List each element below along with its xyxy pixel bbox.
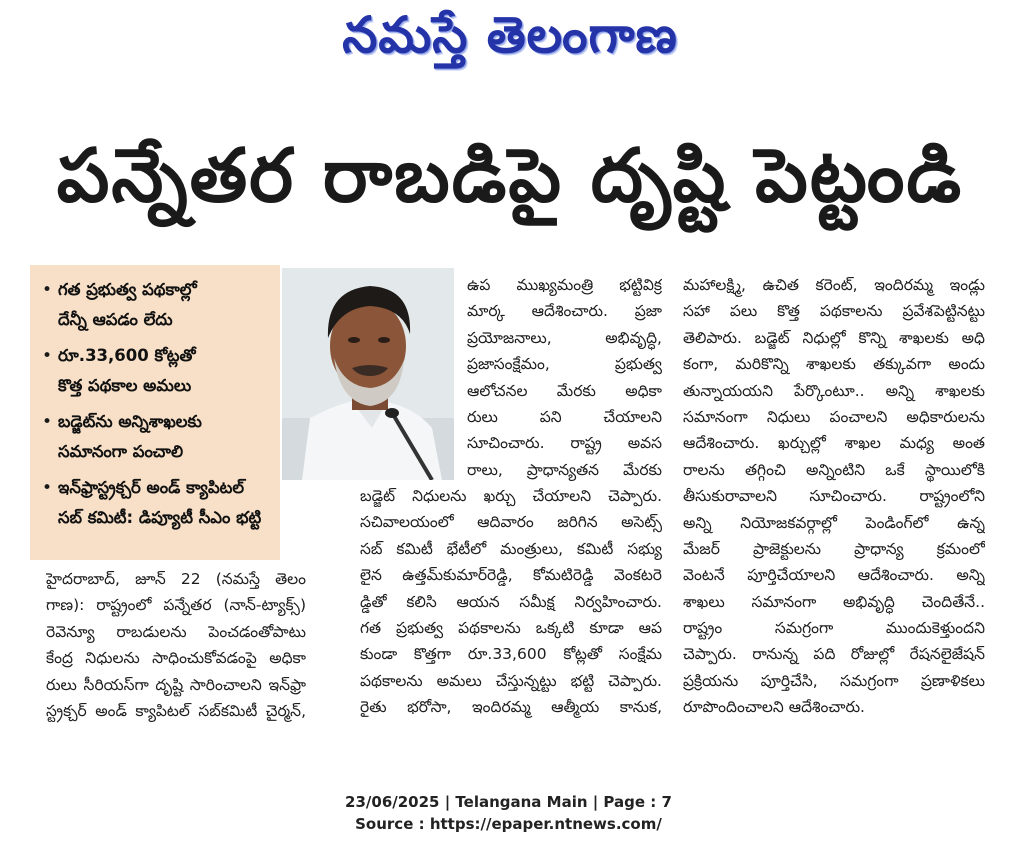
highlight-item [42, 275, 274, 335]
text-line: మార్క ఆదేశించారు. ప్రజా [467, 302, 662, 321]
text-line: రాలను తగ్గించి అన్నింటిని ఒకే స్థాయిలోకి [683, 460, 985, 479]
text-line: ఆదేశించారు. ఖర్చుల్లో శాఖల మధ్య అంత [683, 434, 985, 453]
masthead-title: నమస్తే తెలంగాణ [342, 5, 678, 64]
highlight-line: గత ప్రభుత్వ పథకాల్లో [58, 280, 197, 299]
masthead [300, 5, 720, 74]
bullet-dot-icon: • [42, 412, 53, 432]
text-line: వెంటనే పూర్తిచేయాలని ఆదేశించారు. అన్ని [683, 566, 985, 585]
highlight-line: రూ.33,600 కోట్లతో [58, 346, 196, 365]
text-line: లైన ఉత్తమ్‌కుమార్‌రెడ్డి, కోమటిరెడ్డి వెంకటరె [360, 566, 662, 585]
text-line: ఆలోచనల మేరకు అధికా [467, 381, 662, 400]
column-3 [683, 272, 985, 721]
text-line: స్ట్రక్చర్ అండ్ క్యాపిటల్ సబ్‌కమిటీ చైర్మన్, [46, 701, 306, 720]
highlight-line: దేన్నీ ఆపడం లేదు [58, 310, 173, 329]
text-line: ప్రజాసంక్షేమం, ప్రభుత్వ [467, 355, 662, 374]
bullet-dot-icon: • [42, 280, 53, 300]
text-line: తీసుకురావాలని సూచించారు. రాష్ట్రంలోని [683, 487, 985, 506]
text-line: పథకాలను అమలు చేస్తున్నట్టు భట్టి చెప్పారు. [360, 671, 662, 690]
column-2-top [467, 272, 662, 483]
column-1 [46, 566, 306, 724]
text-line: రాష్ట్రం సమగ్రంగా ముందుకెళ్తుందని [683, 619, 985, 638]
bullet-dot-icon: • [42, 478, 53, 498]
text-line: శాఖలు సమానంగా అభివృద్ధి చెందితేనే.. [683, 592, 985, 611]
column-2-bottom [360, 483, 662, 721]
headline: పన్నేతర రాబడిపై దృష్టి పెట్టండి [56, 133, 964, 219]
text-line: సబ్ కమిటీ భేటీలో మంత్రులు, కమిటీ సభ్యు [360, 539, 662, 558]
highlight-line: సమానంగా పంచాలి [58, 442, 184, 461]
highlight-item [42, 407, 274, 467]
text-line: రూపొందించాలని ఆదేశించారు. [683, 698, 865, 717]
article-photo [282, 268, 454, 480]
text-line: తున్నాయయని పేర్కొంటూ.. అన్ని శాఖలకు [683, 381, 985, 400]
text-line: చెప్పారు. రానున్న పది రోజుల్లో రేషనలైజేషన్ [683, 645, 985, 664]
text-line: సమానంగా నిధులు పంచాలని అధికారులను [683, 407, 985, 426]
text-line: ప్రక్రియను పూర్తిచేసి, సమగ్రంగా ప్రణాళికలు [683, 671, 985, 690]
highlight-item [42, 473, 274, 533]
text-line: డ్డితో కలిసి ఆయన సమీక్ష నిర్వహించారు. [360, 592, 662, 611]
speaker-photo-illustration [282, 268, 454, 480]
text-line: అన్ని నియోజకవర్గాల్లో పెండింగ్‌లో ఉన్న [683, 513, 985, 532]
text-line: రెవెన్యూ రాబడులను పెంచడంతోపాటు [46, 622, 306, 641]
text-line: కుండా కొత్తగా రూ.33,600 కోట్లతో సంక్షేమ [360, 645, 662, 664]
text-line: సచివాలయంలో ఆదివారం జరిగిన అసెట్స్ [360, 513, 662, 532]
text-line: రైతు భరోసా, ఇందిరమ్మ ఆత్మీయ కానుక, [360, 698, 662, 717]
text-line: బడ్జెట్ నిధులను ఖర్చు చేయాలని చెప్పారు. [360, 487, 662, 505]
text-line: కేంద్ర నిధులను సాధించుకోవడంపై అధికా [46, 649, 306, 668]
text-line: తెలిపారు. బడ్జెట్ నిధుల్లో కొన్ని శాఖలకు అధి [683, 328, 985, 347]
text-line: సహా పలు కొత్త పథకాలను ప్రవేశపెట్టినట్టు [683, 302, 985, 321]
footer-date-line: 23/06/2025 | Telangana Main | Page : 7 [345, 793, 672, 811]
text-line: కంగా, మరికొన్ని శాఖలకు తక్కువగా అందు [683, 355, 985, 374]
text-line: రులు పని చేయాలని [467, 407, 662, 426]
text-line: సూచించారు. రాష్ట్ర అవస [467, 434, 662, 453]
text-line: రాలు, ప్రాధాన్యతన మేరకు [467, 460, 662, 479]
highlight-line: ఇన్‌ఫ్రాస్ట్రక్చర్ అండ్ క్యాపిటల్ [58, 478, 245, 497]
text-line: మహాలక్ష్మి, ఉచిత కరెంట్, ఇందిరమ్మ ఇండ్లు [683, 276, 985, 294]
highlight-line: కొత్త పథకాల అమలు [58, 376, 192, 395]
highlight-item [42, 341, 274, 401]
text-line: మేజర్ ప్రాజెక్టులను ప్రాధాన్య క్రమంలో [683, 539, 985, 558]
bullet-dot-icon: • [42, 346, 53, 366]
text-line: హైదరాబాద్, జూన్ 22 (నమస్తే తెలం [46, 570, 306, 588]
highlights-box [30, 265, 280, 560]
highlight-line: సబ్ కమిటీ: డిప్యూటీ సీఎం భట్టి [58, 508, 262, 527]
text-line: ఉప ముఖ్యమంత్రి భట్టివిక్ర [467, 276, 662, 294]
text-line: గాణ): రాష్ట్రంలో పన్నేతర (నాన్-ట్యాక్స్) [46, 596, 306, 615]
highlight-line: బడ్జెట్‌ను అన్నిశాఖలకు [58, 412, 202, 431]
text-line: గత ప్రభుత్వ పథకాలను ఒక్కటి కూడా ఆప [360, 618, 662, 637]
text-line: రులు సీరియస్‌గా దృష్టి సారించాలని ఇన్‌ఫ్రా [46, 675, 306, 694]
footer-source-link[interactable]: Source : https://epaper.ntnews.com/ [355, 815, 662, 833]
text-line: ప్రయోజనాలు, అభివృద్ధి, [467, 328, 662, 347]
